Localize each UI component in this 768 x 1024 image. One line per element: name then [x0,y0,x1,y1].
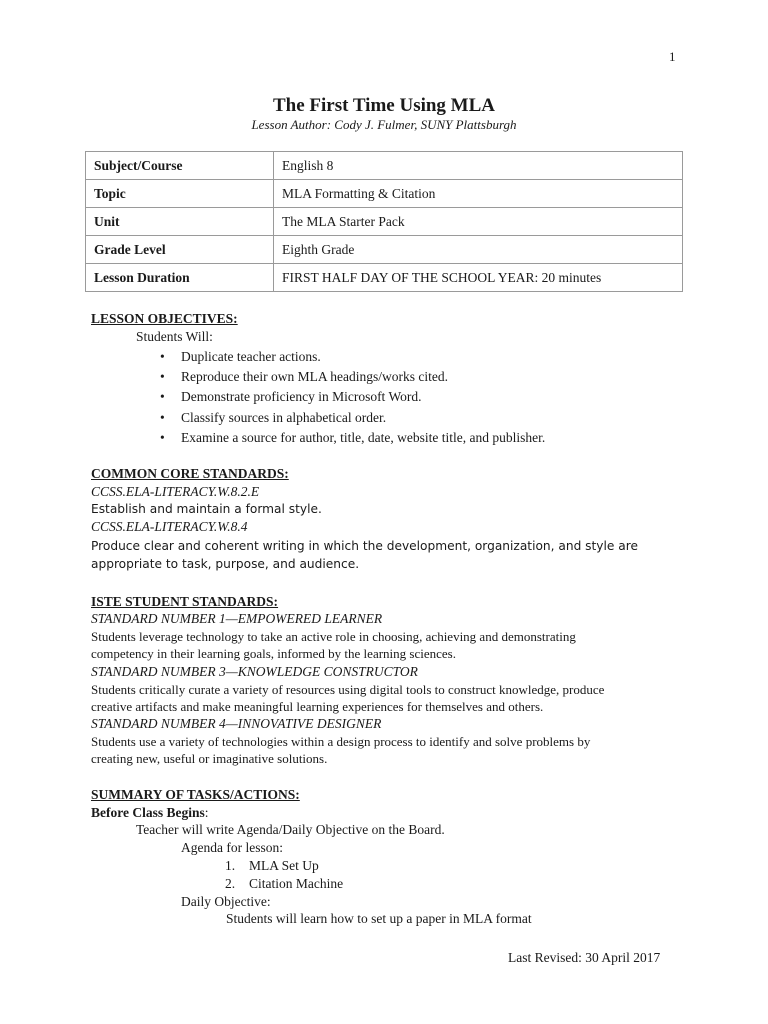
iste-standard-name: STANDARD NUMBER 1—EMPOWERED LEARNER [91,611,383,626]
standard-code: CCSS.ELA-LITERACY.W.8.4 [91,519,248,534]
row-value: English 8 [274,152,683,180]
summary-heading: SUMMARY OF TASKS/ACTIONS: [91,787,300,802]
standard-text: Establish and maintain a formal style. [91,502,322,516]
standard-text: Produce clear and coherent writing in which the development, organization, and style are [91,539,638,553]
iste-standard-text: Students critically curate a variety of resources using digital tools to construct knowledge, produce [91,682,605,697]
objectives-heading: LESSON OBJECTIVES: [91,311,238,326]
daily-objective-label: Daily Objective: [181,894,271,909]
list-item: • Demonstrate proficiency in Microsoft Word. [160,387,545,407]
table-row [86,180,683,208]
lesson-info-table [85,151,683,292]
page-number: 1 [669,49,676,64]
list-text: Citation Machine [249,876,344,891]
teacher-instruction: Teacher will write Agenda/Daily Objective on the Board. [136,822,445,837]
standard-text: appropriate to task, purpose, and audience. [91,557,360,571]
before-class-heading [91,805,209,821]
row-label: Subject/Course [86,152,274,180]
iste-standard-text: Students leverage technology to take an active role in choosing, achieving and demonstrating [91,629,576,644]
before-class-label: Before Class Begins [91,805,205,820]
iste-standard-name: STANDARD NUMBER 3—KNOWLEDGE CONSTRUCTOR [91,664,418,679]
author-line: Lesson Author: Cody J. Fulmer, SUNY Plattsburgh [251,117,517,132]
row-label: Topic [86,180,274,208]
table-row [86,208,683,236]
row-label: Unit [86,208,274,236]
list-item [225,876,343,892]
common-core-heading: COMMON CORE STANDARDS: [91,466,289,481]
objectives-intro: Students Will: [136,329,213,344]
iste-standard-text: creating new, useful or imaginative solutions. [91,751,328,766]
iste-standard-name: STANDARD NUMBER 4—INNOVATIVE DESIGNER [91,716,382,731]
row-value: FIRST HALF DAY OF THE SCHOOL YEAR: 20 minutes [274,264,683,292]
iste-standard-text: creative artifacts and make meaningful learning experiences for themselves and others. [91,699,544,714]
table-row [86,264,683,292]
list-item: • Duplicate teacher actions. [160,347,545,367]
iste-standard-text: Students use a variety of technologies within a design process to identify and solve problems by [91,734,591,749]
objectives-list [160,347,545,448]
table-row [86,152,683,180]
row-label: Grade Level [86,236,274,264]
before-class-colon: : [204,805,209,820]
iste-standard-text: competency in their learning goals, informed by the learning sciences. [91,646,456,661]
daily-objective-text: Students will learn how to set up a paper in MLA format [226,911,532,926]
iste-heading: ISTE STUDENT STANDARDS: [91,594,279,609]
row-value: The MLA Starter Pack [274,208,683,236]
list-item [225,858,319,874]
agenda-label: Agenda for lesson: [181,840,283,855]
row-value: Eighth Grade [274,236,683,264]
last-revised: Last Revised: 30 April 2017 [508,950,661,965]
list-number: 2. [225,876,236,891]
row-value: MLA Formatting & Citation [274,180,683,208]
list-text: MLA Set Up [249,858,319,873]
list-item: • Examine a source for author, title, date, website title, and publisher. [160,428,545,448]
list-item: • Classify sources in alphabetical order. [160,408,545,428]
document-title: The First Time Using MLA [272,95,496,116]
list-item: • Reproduce their own MLA headings/works cited. [160,367,545,387]
standard-code: CCSS.ELA-LITERACY.W.8.2.E [91,484,260,499]
table-row [86,236,683,264]
row-label: Lesson Duration [86,264,274,292]
list-number: 1. [225,858,236,873]
